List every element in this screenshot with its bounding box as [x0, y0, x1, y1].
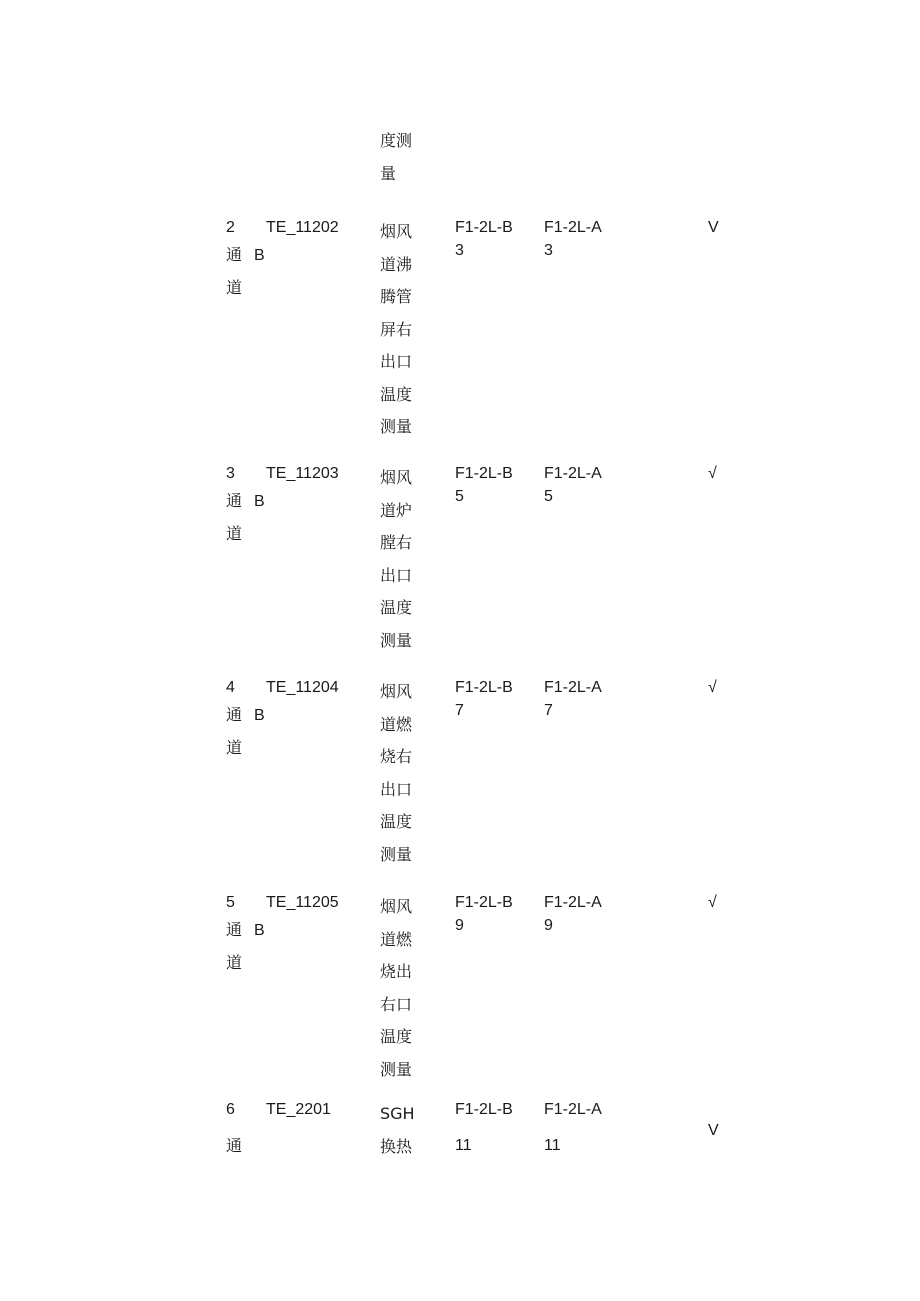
- from-terminal-number: 11: [455, 1137, 472, 1154]
- check-mark: √: [708, 894, 717, 911]
- tag-suffix: B: [254, 922, 265, 939]
- check-mark: V: [708, 1122, 719, 1139]
- tag-id: TE_11205: [266, 894, 339, 911]
- description: SGH 换热: [380, 1104, 415, 1156]
- from-terminal: F1-2L-B 3: [455, 219, 513, 259]
- to-terminal: F1-2L-A 5: [544, 465, 602, 505]
- row-number: 2: [226, 219, 235, 236]
- channel-label: 通 道: [226, 920, 243, 972]
- description: 烟风 道沸 腾管 屏右 出口 温度 测量: [380, 222, 413, 436]
- row-number: 4: [226, 679, 235, 696]
- channel-label: 通 道: [226, 245, 243, 297]
- from-terminal: F1-2L-B 7: [455, 679, 513, 719]
- channel-label: 通: [226, 1136, 243, 1155]
- to-terminal: F1-2L-A 9: [544, 894, 602, 934]
- tag-suffix: B: [254, 493, 265, 510]
- tag-id: TE_11203: [266, 465, 339, 482]
- description: 烟风 道燃 烧右 出口 温度 测量: [380, 682, 413, 864]
- tag-suffix: B: [254, 707, 265, 724]
- to-terminal-number: 11: [544, 1137, 561, 1154]
- check-mark: √: [708, 679, 717, 696]
- description: 烟风 道炉 膛右 出口 温度 测量: [380, 468, 413, 650]
- check-mark: √: [708, 465, 717, 482]
- channel-label: 通 道: [226, 491, 243, 543]
- row-number: 6: [226, 1101, 235, 1118]
- tag-id: TE_2201: [266, 1101, 331, 1118]
- description: 烟风 道燃 烧出 右口 温度 测量: [380, 897, 413, 1079]
- row-number: 5: [226, 894, 235, 911]
- tag-id: TE_11202: [266, 219, 339, 236]
- to-terminal: F1-2L-A 3: [544, 219, 602, 259]
- check-mark: V: [708, 219, 719, 236]
- row-number: 3: [226, 465, 235, 482]
- from-terminal: F1-2L-B: [455, 1101, 513, 1118]
- tag-id: TE_11204: [266, 679, 339, 696]
- from-terminal: F1-2L-B 5: [455, 465, 513, 505]
- to-terminal: F1-2L-A: [544, 1101, 602, 1118]
- channel-label: 通 道: [226, 705, 243, 757]
- tag-suffix: B: [254, 247, 265, 264]
- to-terminal: F1-2L-A 7: [544, 679, 602, 719]
- from-terminal: F1-2L-B 9: [455, 894, 513, 934]
- continued-description: 度测 量: [380, 131, 413, 183]
